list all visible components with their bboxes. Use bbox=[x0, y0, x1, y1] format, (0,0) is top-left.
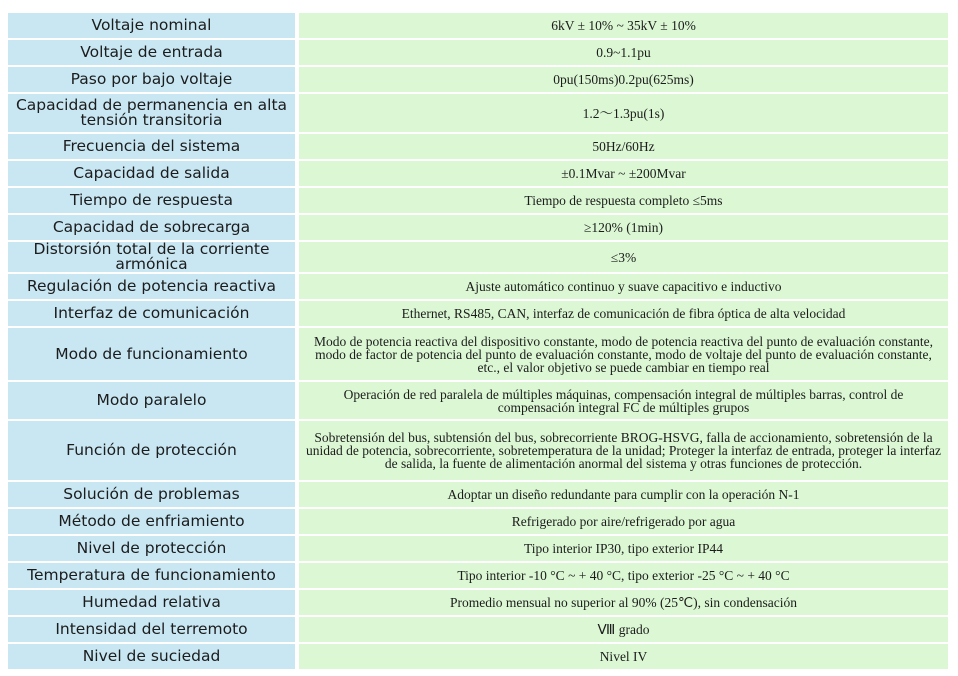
table-row bbox=[8, 421, 948, 480]
row-label: Voltaje nominal bbox=[8, 13, 295, 38]
table-row bbox=[8, 67, 948, 92]
table-row bbox=[8, 536, 948, 561]
row-value: Tipo interior -10 °C ~ + 40 °C, tipo exterior -25 °C ~ + 40 °C bbox=[299, 563, 948, 588]
table-row bbox=[8, 301, 948, 326]
table-row bbox=[8, 563, 948, 588]
row-value: Refrigerado por aire/refrigerado por agua bbox=[299, 509, 948, 534]
row-value: Tiempo de respuesta completo ≤5ms bbox=[299, 188, 948, 213]
row-label: Humedad relativa bbox=[8, 590, 295, 615]
row-value: 1.2～1.3pu(1s) bbox=[299, 94, 948, 132]
row-value: 0pu(150ms)0.2pu(625ms) bbox=[299, 67, 948, 92]
row-label: Temperatura de funcionamiento bbox=[8, 563, 295, 588]
row-label: Modo paralelo bbox=[8, 382, 295, 419]
row-value: Sobretensión del bus, subtensión del bus, sobrecorriente BROG-HSVG, falla de accionamiento, sobretensión de la unidad de potencia, sobrecorriente, sobretemperatura de la unidad; Proteger la interfaz de entrada, proteger la interfaz de salida, la fuente de alimentación anormal del sistema y otras funciones de protección. bbox=[299, 421, 948, 480]
table-row bbox=[8, 482, 948, 507]
row-value: 0.9~1.1pu bbox=[299, 40, 948, 65]
row-label: Tiempo de respuesta bbox=[8, 188, 295, 213]
row-value: Tipo interior IP30, tipo exterior IP44 bbox=[299, 536, 948, 561]
table-row bbox=[8, 13, 948, 38]
specifications-table bbox=[8, 11, 948, 671]
row-label: Capacidad de permanencia en alta tensión transitoria bbox=[8, 94, 295, 132]
row-value: ≤3% bbox=[299, 242, 948, 272]
row-label: Solución de problemas bbox=[8, 482, 295, 507]
table-row bbox=[8, 590, 948, 615]
row-label: Modo de funcionamiento bbox=[8, 328, 295, 380]
row-label: Función de protección bbox=[8, 421, 295, 480]
table-row bbox=[8, 134, 948, 159]
table-row bbox=[8, 617, 948, 642]
row-value: Ethernet, RS485, CAN, interfaz de comunicación de fibra óptica de alta velocidad bbox=[299, 301, 948, 326]
table-row bbox=[8, 94, 948, 132]
table-row bbox=[8, 161, 948, 186]
table-row bbox=[8, 382, 948, 419]
row-value: Promedio mensual no superior al 90% (25℃), sin condensación bbox=[299, 590, 948, 615]
row-label: Nivel de suciedad bbox=[8, 644, 295, 669]
table-row bbox=[8, 644, 948, 669]
row-value: Modo de potencia reactiva del dispositivo constante, modo de potencia reactiva del punto de evaluación constante, modo de factor de potencia del punto de evaluación constante, modo de voltaje del punto de evaluación constante, etc., el valor objetivo se puede cambiar en tiempo real bbox=[299, 328, 948, 380]
table-row bbox=[8, 40, 948, 65]
row-label: Voltaje de entrada bbox=[8, 40, 295, 65]
row-label: Regulación de potencia reactiva bbox=[8, 274, 295, 299]
row-label: Distorsión total de la corriente armónica bbox=[8, 242, 295, 272]
row-label: Capacidad de salida bbox=[8, 161, 295, 186]
row-label: Intensidad del terremoto bbox=[8, 617, 295, 642]
row-value: ±0.1Mvar ~ ±200Mvar bbox=[299, 161, 948, 186]
table-row bbox=[8, 509, 948, 534]
row-value: Adoptar un diseño redundante para cumplir con la operación N-1 bbox=[299, 482, 948, 507]
row-value: Ajuste automático continuo y suave capacitivo e inductivo bbox=[299, 274, 948, 299]
row-label: Nivel de protección bbox=[8, 536, 295, 561]
row-value: Operación de red paralela de múltiples máquinas, compensación integral de múltiples barras, control de compensación integral FC de múltiples grupos bbox=[299, 382, 948, 419]
table-row bbox=[8, 215, 948, 240]
table-row bbox=[8, 242, 948, 272]
row-value: 6kV ± 10% ~ 35kV ± 10% bbox=[299, 13, 948, 38]
row-value: Ⅷ grado bbox=[299, 617, 948, 642]
row-value: Nivel IV bbox=[299, 644, 948, 669]
table-row bbox=[8, 274, 948, 299]
table-row bbox=[8, 188, 948, 213]
row-value: 50Hz/60Hz bbox=[299, 134, 948, 159]
row-label: Interfaz de comunicación bbox=[8, 301, 295, 326]
row-label: Frecuencia del sistema bbox=[8, 134, 295, 159]
row-label: Método de enfriamiento bbox=[8, 509, 295, 534]
row-label: Paso por bajo voltaje bbox=[8, 67, 295, 92]
row-value: ≥120% (1min) bbox=[299, 215, 948, 240]
table-row bbox=[8, 328, 948, 380]
row-label: Capacidad de sobrecarga bbox=[8, 215, 295, 240]
